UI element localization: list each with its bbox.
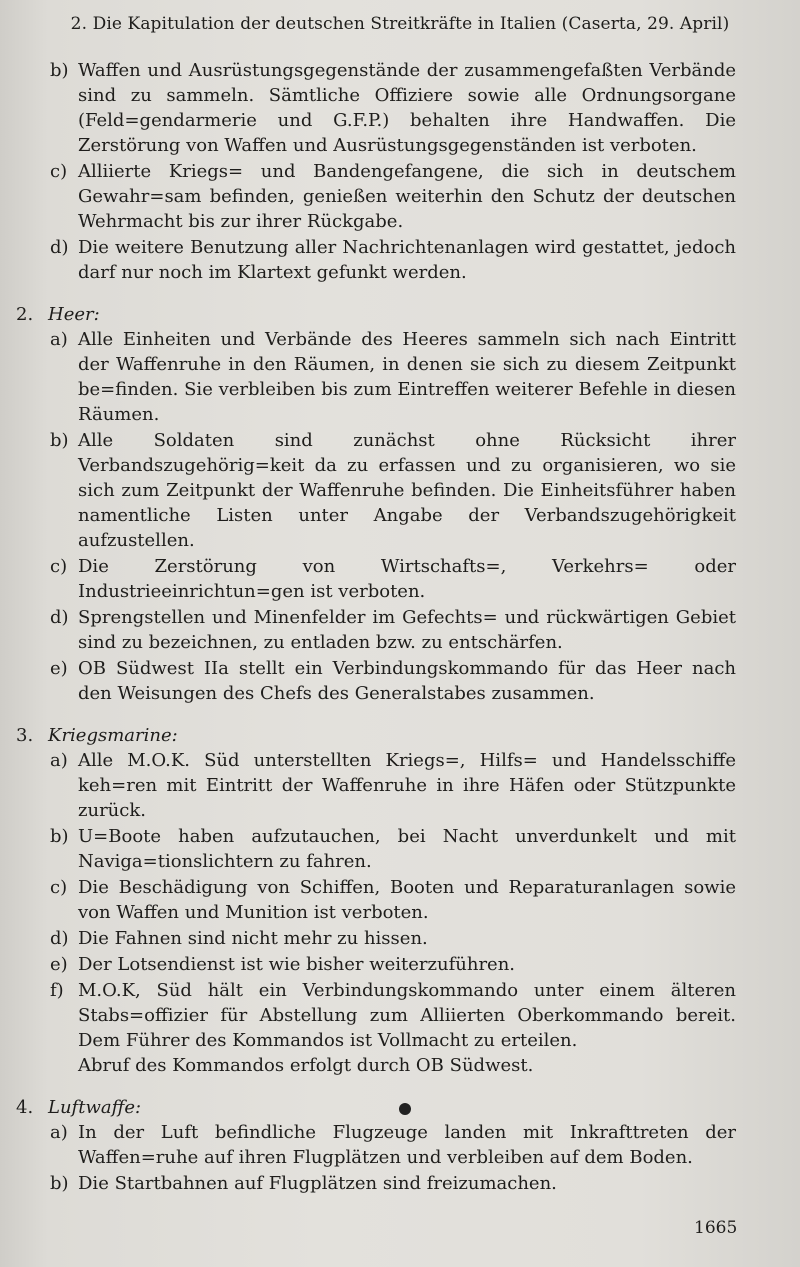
item-text: In der Luft befindliche Flugzeuge landen mit Inkrafttreten der Waffen=ruhe auf ihren Flugplätzen und verbleiben auf dem Boden. [78, 1122, 736, 1168]
section-number: 4. [16, 1097, 34, 1118]
item-letter: c) [50, 161, 68, 182]
item-text: Der Lotsendienst ist wie bisher weiterzuführen. [78, 954, 516, 975]
item-letter: e) [50, 954, 68, 975]
item-letter: b) [50, 1173, 69, 1194]
list-item [50, 824, 736, 874]
item-letter: a) [50, 329, 68, 350]
item-text: M.O.K, Süd hält ein Verbindungskommando unter einem älteren Stabs=offizier für Abstellung zum Alliierten Oberkommando bereit. Dem Führer des Kommandos ist Vollmacht zu erteilen. [78, 980, 736, 1051]
item-text: Alliierte Kriegs= und Bandengefangene, die sich in deutschem Gewahr=sam befinden, genießen weiterhin den Schutz der deutschen Wehrmacht bis zur ihrer Rückgabe. [78, 161, 736, 232]
item-text: Alle M.O.K. Süd unterstellten Kriegs=, Hilfs= und Handelsschiffe keh=ren mit Eintritt der Waffenruhe in ihre Häfen oder Stützpunkte zurück. [78, 750, 736, 821]
list-item [50, 159, 736, 234]
section-heading-heer [16, 302, 800, 327]
item-text: Die Zerstörung von Wirtschafts=, Verkehrs= oder Industrieeinrichtun=gen ist verboten. [78, 556, 736, 602]
list-item [50, 235, 736, 285]
item-text: Sprengstellen und Minenfelder im Gefechts= und rückwärtigen Gebiet sind zu bezeichnen, zu entladen bzw. zu entschärfen. [78, 607, 736, 653]
list-item [50, 58, 736, 158]
item-text: Die Startbahnen auf Flugplätzen sind freizumachen. [78, 1173, 557, 1194]
list-item [50, 978, 736, 1078]
item-text: Alle Soldaten sind zunächst ohne Rücksicht ihrer Verbandszugehörig=keit da zu erfassen und zu organisieren, wo sie sich zum Zeitpunkt der Waffenruhe befinden. Die Einheitsführer haben namentliche Listen unter Angabe der Verbandszugehörigkeit aufzustellen. [78, 430, 736, 551]
section-heading-kriegsmarine [16, 723, 800, 748]
item-text: Die Fahnen sind nicht mehr zu hissen. [78, 928, 428, 949]
section-title: Luftwaffe: [48, 1097, 142, 1118]
item-letter: b) [50, 826, 69, 847]
section-number: 3. [16, 725, 34, 746]
section-heading-luftwaffe [16, 1095, 800, 1120]
list-item [50, 554, 736, 604]
list-item [50, 327, 736, 427]
section-number: 2. [16, 304, 34, 325]
list-item [50, 748, 736, 823]
item-letter: f) [50, 980, 64, 1001]
list-item [50, 1120, 736, 1170]
item-letter: c) [50, 877, 68, 898]
section-title: Heer: [48, 304, 100, 325]
page-number: 1665 [694, 1218, 738, 1238]
item-letter: d) [50, 607, 69, 628]
list-item [50, 926, 736, 951]
list-item [50, 875, 736, 925]
ink-blot [399, 1103, 411, 1115]
item-text: Die Beschädigung von Schiffen, Booten und Reparaturanlagen sowie von Waffen und Munition ist verboten. [78, 877, 736, 923]
running-header: 2. Die Kapitulation der deutschen Streitkräfte in Italien (Caserta, 29. April) [70, 14, 730, 34]
item-text: Alle Einheiten und Verbände des Heeres sammeln sich nach Eintritt der Waffenruhe in den Räumen, in denen sie sich zu diesem Zeitpunkt be=finden. Sie verbleiben bis zum Eintreffen weiterer Befehle in diesen Räumen. [78, 329, 736, 425]
list-item [50, 952, 736, 977]
list-item [50, 656, 736, 706]
item-text: U=Boote haben aufzutauchen, bei Nacht unverdunkelt und mit Naviga=tionslichtern zu fahren. [78, 826, 736, 872]
section-title: Kriegsmarine: [48, 725, 178, 746]
item-text: Waffen und Ausrüstungsgegenstände der zusammengefaßten Verbände sind zu sammeln. Sämtliche Offiziere sowie alle Ordnungsorgane (Feld=gendarmerie und G.F.P.) behalten ihre Handwaffen. Die Zerstörung von Waffen und Ausrüstungsgegenständen ist verboten. [78, 60, 736, 156]
item-extra-text: Abruf des Kommandos erfolgt durch OB Südwest. [78, 1055, 534, 1076]
document-body [0, 58, 800, 1197]
item-letter: b) [50, 430, 69, 451]
item-letter: b) [50, 60, 69, 81]
item-text: OB Südwest IIa stellt ein Verbindungskommando für das Heer nach den Weisungen des Chefs des Generalstabes zusammen. [78, 658, 736, 704]
item-letter: c) [50, 556, 68, 577]
item-letter: e) [50, 658, 68, 679]
list-item [50, 605, 736, 655]
list-item [50, 1171, 736, 1196]
item-letter: a) [50, 750, 68, 771]
item-text: Die weitere Benutzung aller Nachrichtenanlagen wird gestattet, jedoch darf nur noch im Klartext gefunkt werden. [78, 237, 736, 283]
item-letter: d) [50, 237, 69, 258]
item-letter: d) [50, 928, 69, 949]
item-letter: a) [50, 1122, 68, 1143]
list-item [50, 428, 736, 553]
